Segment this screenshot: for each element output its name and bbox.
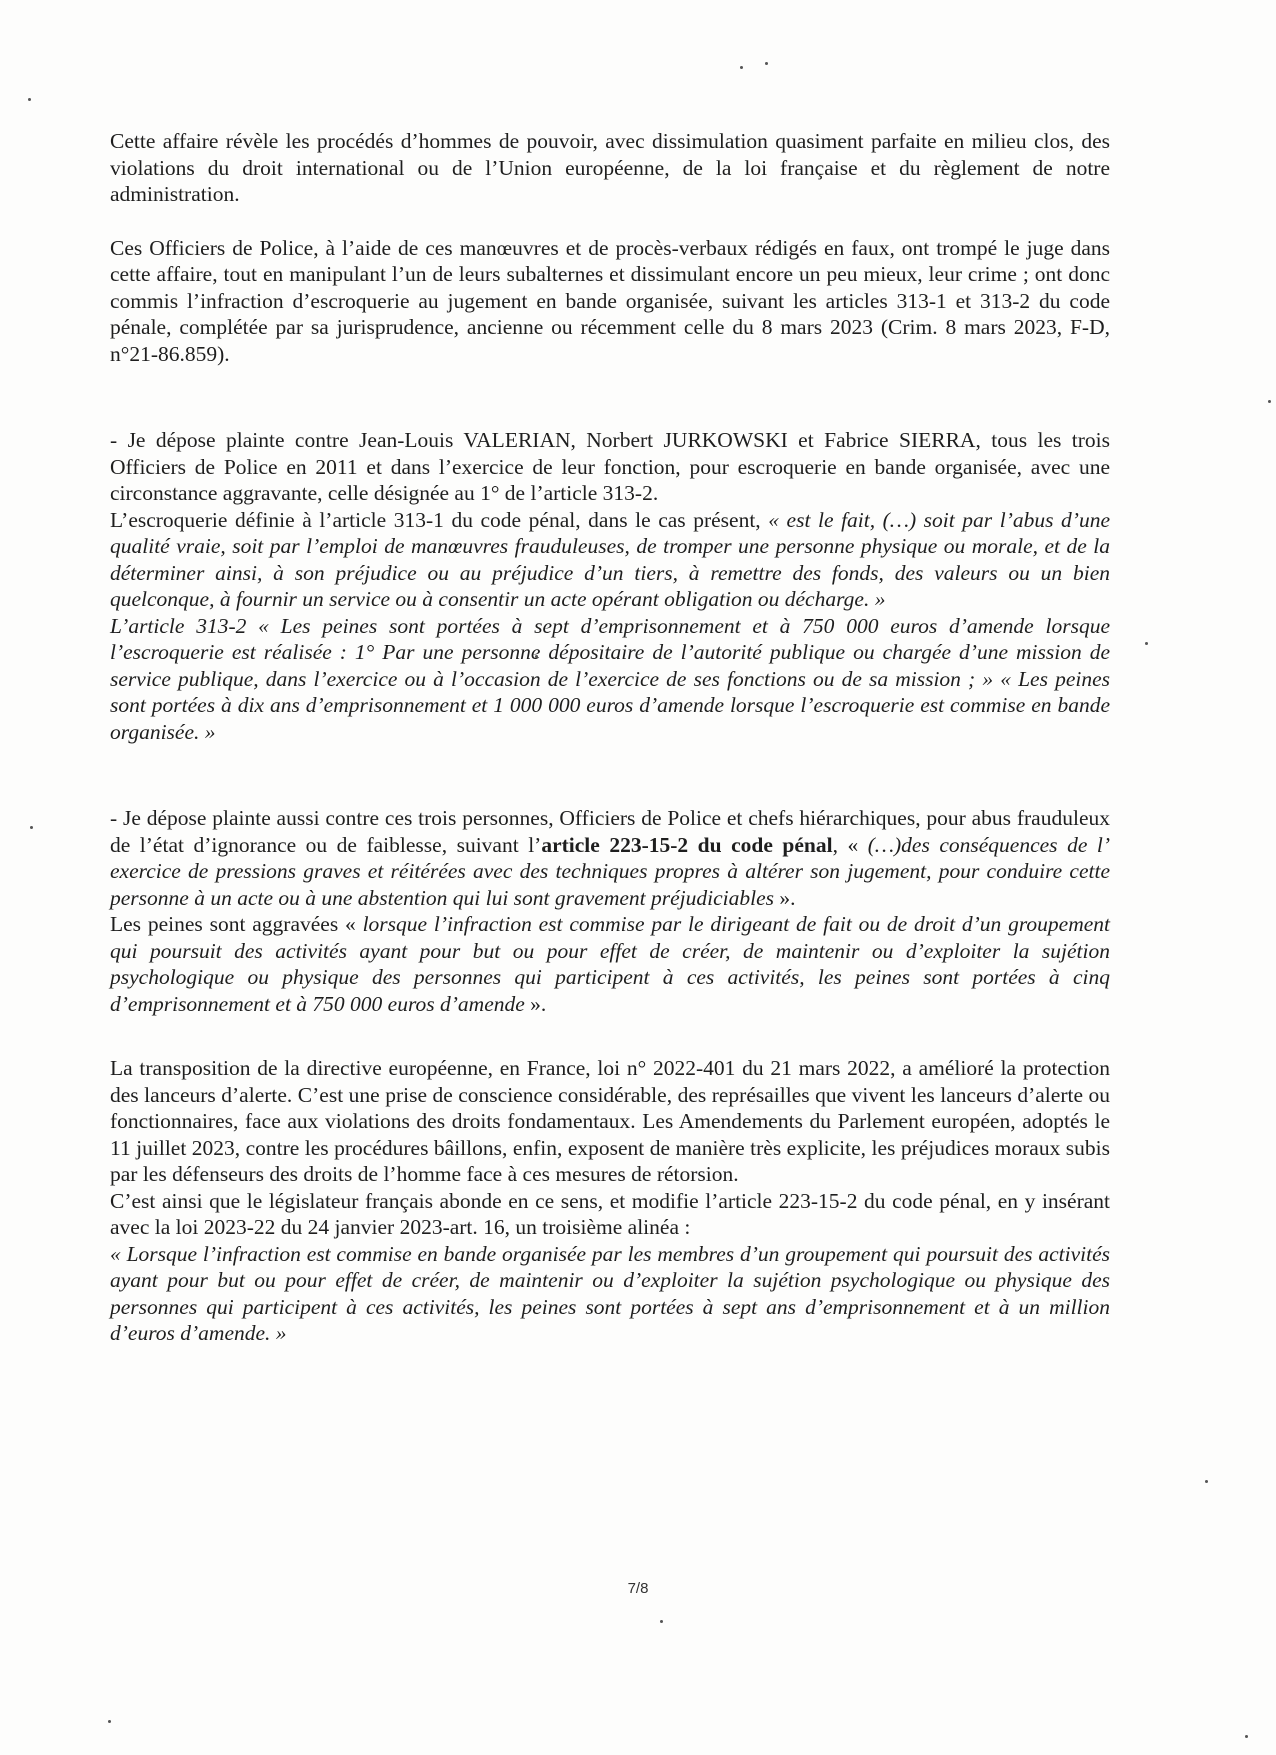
paragraph-plainte-abus: [110, 805, 1110, 911]
scan-speck: [1268, 400, 1271, 403]
paragraph-officiers: Ces Officiers de Police, à l’aide de ces manœuvres et de procès-verbaux rédigés en faux, ont trompé le juge dans cette affaire, tout en manipulant l’un de leurs subalternes et dissimulant encore un peu mieux, leur crime ; ont donc commis l’infraction d’escroquerie au jugement en bande organisée, suivant les articles 313-1 et 313-2 du code pénale, complétée par sa jurisprudence, ancienne ou récemment celle du 8 mars 2023 (Crim. 8 mars 2023, F-D, n°21-86.859).: [110, 235, 1110, 366]
definition-quote: « est le fait, (…) soit par l’abus d’une qualité vraie, soit par l’emploi de manœuvres frauduleuses, de tromper une personne physique ou morale, et de la déterminer ainsi, à son préjudice ou au préjudice d’un tiers, à remettre des fonds, des valeurs ou un bien quelconque, à fournir un service ou à consentir un acte opérant obligation ou décharge. »: [110, 507, 1110, 611]
paragraph-article-313-2: L’article 313-2 « Les peines sont portées à sept d’emprisonnement et à 750 000 euros d’amende lorsque l’escroquerie est réalisée : 1° Par une personne dépositaire de l’autorité publique ou chargée d’une mission de service publique, dans l’exercice ou à l’occasion de l’exercice de ses fonctions ou de sa mission ; » « Les peines sont portées à dix ans d’emprisonnement et 1 000 000 euros d’amende lorsque l’escroquerie est commise en bande organisée. »: [110, 613, 1110, 744]
peines-intro: Les peines sont aggravées «: [110, 912, 363, 936]
paragraph-definition-313-1: [110, 507, 1110, 613]
scan-speck: [1245, 1735, 1248, 1738]
paragraph-transposition: La transposition de la directive européenne, en France, loi n° 2022-401 du 21 mars 2022, a amélioré la protection des lanceurs d’alerte. C’est une prise de conscience considérable, des représailles que vivent les lanceurs d’alerte ou fonctionnaires, face aux violations des droits fondamentaux. Les Amendements du Parlement européen, adoptés le 11 juillet 2023, contre les procédures bâillons, enfin, exposent de manière très explicite, les préjudices moraux subis par les défenseurs des droits de l’homme face à ces mesures de rétorsion.: [110, 1056, 1110, 1186]
definition-intro: L’escroquerie définie à l’article 313-1 du code pénal, dans le cas présent,: [110, 507, 769, 532]
peines-end: ».: [524, 991, 547, 1016]
scan-speck: [30, 826, 33, 829]
document-body: [110, 128, 1110, 1347]
paragraph-affaire: Cette affaire révèle les procédés d’hommes de pouvoir, avec dissimulation quasiment parfaite en milieu clos, des violations du droit international ou de l’Union européenne, de la loi française et du règlement de notre administration.: [110, 129, 1110, 206]
scan-speck: [740, 66, 743, 69]
scan-speck: [108, 1720, 111, 1723]
scan-speck: [28, 98, 31, 101]
abus-end: ».: [774, 885, 796, 910]
abus-separator: , «: [832, 832, 868, 857]
paragraph-peines-aggravees: [110, 911, 1110, 1017]
scan-speck: [660, 1620, 663, 1623]
page-number: 7/8: [627, 1580, 649, 1597]
abus-intro: - Je dépose plainte aussi contre ces trois personnes, Officiers de Police et chefs hiérarchiques, pour abus frauduleux de l’état d’ignorance ou de faiblesse, suivant l’: [110, 806, 1110, 857]
article-223-15-2-ref: article 223-15-2 du code pénal: [541, 832, 833, 857]
abus-quote: (…)des conséquences de l’ exercice de pressions graves et réitérées avec des techniques propres à altérer son jugement, pour conduire cette personne à un acte ou à une abstention qui lui sont gravement préjudiciables: [110, 832, 1111, 910]
scan-speck: [1205, 1480, 1208, 1483]
scan-speck: [1145, 642, 1148, 645]
paragraph-plainte-escroquerie: - Je dépose plainte contre Jean-Louis VALERIAN, Norbert JURKOWSKI et Fabrice SIERRA, tous les trois Officiers de Police en 2011 et dans l’exercice de leur fonction, pour escroquerie en bande organisée, avec une circonstance aggravante, celle désignée au 1° de l’article 313-2.: [110, 428, 1110, 505]
paragraph-legislateur: C’est ainsi que le législateur français abonde en ce sens, et modifie l’article 223-15-2 du code pénal, en y insérant avec la loi 2023-22 du 24 janvier 2023-art. 16, un troisième alinéa :: [110, 1188, 1110, 1239]
scan-speck: [765, 62, 768, 65]
peines-quote: lorsque l’infraction est commise par le dirigeant de fait ou de droit d’un groupement qui poursuit des activités ayant pour but ou pour effet de créer, de maintenir ou d’exploiter la sujétion psychologique ou physique des personnes qui participent à ces activités, les peines sont portées à cinq d’emprisonnement et à 750 000 euros d’amende: [110, 912, 1110, 1016]
paragraph-troisieme-alinea: « Lorsque l’infraction est commise en bande organisée par les membres d’un groupement qui poursuit des activités ayant pour but ou pour effet de créer, de maintenir ou d’exploiter la sujétion psychologique ou physique des personnes qui participent à ces activités, les peines sont portées à sept ans d’emprisonnement et à un million d’euros d’amende. »: [110, 1241, 1110, 1345]
